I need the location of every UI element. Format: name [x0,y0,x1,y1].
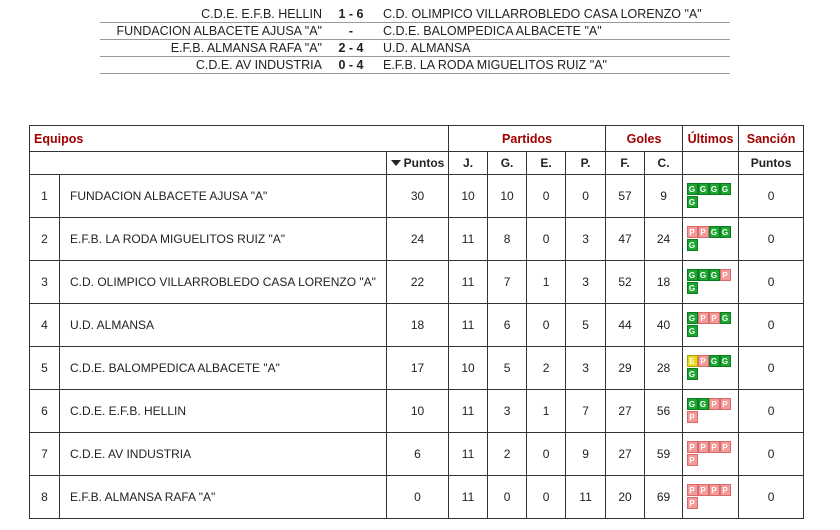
match-score[interactable]: 0 - 4 [338,58,364,72]
team-name-link[interactable]: C.D.E. BALOMPEDICA ALBACETE "A" [60,347,387,390]
goals-for-cell: 29 [606,347,645,390]
result-badge: G [698,398,709,410]
col-ultimos [683,152,739,175]
result-badge: P [720,484,731,496]
points-cell: 6 [387,433,449,476]
col-sancion-puntos: Puntos [739,152,804,175]
result-badge: G [709,226,720,238]
result-badge: G [687,398,698,410]
sanction-cell: 0 [739,304,804,347]
table-row [30,476,804,519]
table-row [30,261,804,304]
lost-cell: 0 [566,175,606,218]
last-results-cell [683,261,739,304]
won-cell: 6 [488,304,527,347]
table-row [30,433,804,476]
lost-cell: 7 [566,390,606,433]
last-results-cell [683,304,739,347]
sort-down-icon [391,160,401,166]
result-badge: P [720,441,731,453]
col-e[interactable]: E. [527,152,566,175]
match-score[interactable]: 1 - 6 [338,7,364,21]
team-name-link[interactable]: FUNDACION ALBACETE AJUSA "A" [60,175,387,218]
goals-for-cell: 44 [606,304,645,347]
result-badge: E [687,355,698,367]
result-badge: G [720,312,731,324]
drawn-cell: 0 [527,218,566,261]
team-name-link[interactable]: E.F.B. ALMANSA RAFA "A" [60,476,387,519]
last-results-cell [683,390,739,433]
result-badge: P [709,398,720,410]
table-row [30,304,804,347]
result-badge: G [687,325,698,337]
result-badge: G [709,183,720,195]
points-cell: 24 [387,218,449,261]
played-cell: 10 [449,347,488,390]
sort-puntos-header[interactable] [387,152,449,175]
played-cell: 11 [449,476,488,519]
points-cell: 0 [387,476,449,519]
header-goles: Goles [606,126,683,152]
table-row [30,218,804,261]
goals-for-cell: 27 [606,390,645,433]
won-cell: 0 [488,476,527,519]
sanction-cell: 0 [739,476,804,519]
position-cell: 7 [30,433,60,476]
played-cell: 10 [449,175,488,218]
won-cell: 8 [488,218,527,261]
result-badge: G [709,355,720,367]
played-cell: 11 [449,304,488,347]
table-row [30,390,804,433]
away-team[interactable]: U.D. ALMANSA [383,41,471,55]
goals-against-cell: 56 [645,390,683,433]
last-results-cell [683,175,739,218]
result-badge: G [698,269,709,281]
team-name-link[interactable]: C.D. OLIMPICO VILLARROBLEDO CASA LORENZO "A" [60,261,387,304]
goals-for-cell: 47 [606,218,645,261]
last-results [687,355,735,381]
lost-cell: 11 [566,476,606,519]
position-cell: 1 [30,175,60,218]
points-cell: 22 [387,261,449,304]
table-row [30,347,804,390]
sanction-cell: 0 [739,218,804,261]
result-row [100,23,730,40]
won-cell: 7 [488,261,527,304]
position-cell: 8 [30,476,60,519]
result-badge: P [698,355,709,367]
header-sancion: Sanción [739,126,804,152]
position-cell: 3 [30,261,60,304]
played-cell: 11 [449,218,488,261]
drawn-cell: 0 [527,304,566,347]
col-f[interactable]: F. [606,152,645,175]
home-team[interactable]: C.D.E. AV INDUSTRIA [195,58,322,72]
drawn-cell: 1 [527,390,566,433]
result-badge: G [687,239,698,251]
result-badge: G [687,282,698,294]
result-badge: G [687,269,698,281]
sanction-cell: 0 [739,261,804,304]
col-p[interactable]: P. [566,152,606,175]
points-cell: 18 [387,304,449,347]
result-badge: P [687,497,698,509]
result-badge: P [720,398,731,410]
position-cell: 5 [30,347,60,390]
result-badge: G [687,312,698,324]
col-g[interactable]: G. [488,152,527,175]
header-ultimos: Últimos [683,126,739,152]
points-cell: 10 [387,390,449,433]
home-team[interactable]: FUNDACION ALBACETE AJUSA "A" [116,24,322,38]
lost-cell: 9 [566,433,606,476]
last-results [687,484,735,510]
last-results [687,183,735,209]
last-results [687,441,735,467]
result-row [100,6,730,23]
lost-cell: 3 [566,347,606,390]
sanction-cell: 0 [739,347,804,390]
last-results [687,269,735,295]
result-badge: P [709,441,720,453]
result-badge: P [687,441,698,453]
result-badge: P [709,484,720,496]
result-badge: P [687,484,698,496]
table-row [30,175,804,218]
header-blank [30,152,387,175]
goals-for-cell: 27 [606,433,645,476]
goals-against-cell: 24 [645,218,683,261]
result-badge: G [720,183,731,195]
header-partidos: Partidos [449,126,606,152]
goals-against-cell: 59 [645,433,683,476]
last-results-cell [683,218,739,261]
position-cell: 4 [30,304,60,347]
last-results-cell [683,433,739,476]
lost-cell: 5 [566,304,606,347]
result-badge: G [698,183,709,195]
away-team[interactable]: C.D.E. BALOMPEDICA ALBACETE "A" [383,24,602,38]
result-badge: P [709,312,720,324]
result-badge: P [698,312,709,324]
home-team[interactable]: C.D.E. E.F.B. HELLIN [201,7,322,21]
match-score[interactable]: 2 - 4 [338,41,364,55]
last-results [687,312,735,338]
result-badge: P [687,226,698,238]
header-equipos: Equipos [30,126,449,152]
goals-against-cell: 28 [645,347,683,390]
played-cell: 11 [449,390,488,433]
position-cell: 2 [30,218,60,261]
played-cell: 11 [449,433,488,476]
last-results [687,226,735,252]
result-badge: G [687,196,698,208]
away-team[interactable]: E.F.B. LA RODA MIGUELITOS RUIZ "A" [383,58,607,72]
result-badge: P [698,226,709,238]
team-name-link[interactable]: C.D.E. E.F.B. HELLIN [60,390,387,433]
team-name-link[interactable]: U.D. ALMANSA [60,304,387,347]
standings-table [29,125,804,519]
lost-cell: 3 [566,261,606,304]
drawn-cell: 0 [527,476,566,519]
goals-against-cell: 9 [645,175,683,218]
result-badge: G [720,355,731,367]
result-badge: P [720,269,731,281]
result-badge: G [709,269,720,281]
drawn-cell: 1 [527,261,566,304]
away-team[interactable]: C.D. OLIMPICO VILLARROBLEDO CASA LORENZO "A" [383,7,702,21]
points-cell: 17 [387,347,449,390]
result-badge: G [687,183,698,195]
won-cell: 5 [488,347,527,390]
goals-for-cell: 20 [606,476,645,519]
goals-for-cell: 57 [606,175,645,218]
match-score[interactable]: - [348,24,354,38]
result-badge: P [698,441,709,453]
goals-against-cell: 40 [645,304,683,347]
last-results [687,398,735,424]
result-badge: P [687,454,698,466]
points-cell: 30 [387,175,449,218]
team-name-link[interactable]: C.D.E. AV INDUSTRIA [60,433,387,476]
position-cell: 6 [30,390,60,433]
results-list [100,6,730,74]
last-results-cell [683,476,739,519]
home-team[interactable]: E.F.B. ALMANSA RAFA "A" [170,41,322,55]
result-badge: P [687,411,698,423]
sanction-cell: 0 [739,390,804,433]
result-badge: G [687,368,698,380]
result-row [100,57,730,74]
drawn-cell: 2 [527,347,566,390]
sanction-cell: 0 [739,433,804,476]
col-j[interactable]: J. [449,152,488,175]
played-cell: 11 [449,261,488,304]
won-cell: 10 [488,175,527,218]
col-puntos: Puntos [403,156,445,170]
won-cell: 3 [488,390,527,433]
result-badge: P [698,484,709,496]
won-cell: 2 [488,433,527,476]
result-row [100,40,730,57]
result-badge: G [720,226,731,238]
team-name-link[interactable]: E.F.B. LA RODA MIGUELITOS RUIZ "A" [60,218,387,261]
lost-cell: 3 [566,218,606,261]
col-c[interactable]: C. [645,152,683,175]
last-results-cell [683,347,739,390]
drawn-cell: 0 [527,433,566,476]
goals-against-cell: 69 [645,476,683,519]
drawn-cell: 0 [527,175,566,218]
goals-against-cell: 18 [645,261,683,304]
sanction-cell: 0 [739,175,804,218]
goals-for-cell: 52 [606,261,645,304]
